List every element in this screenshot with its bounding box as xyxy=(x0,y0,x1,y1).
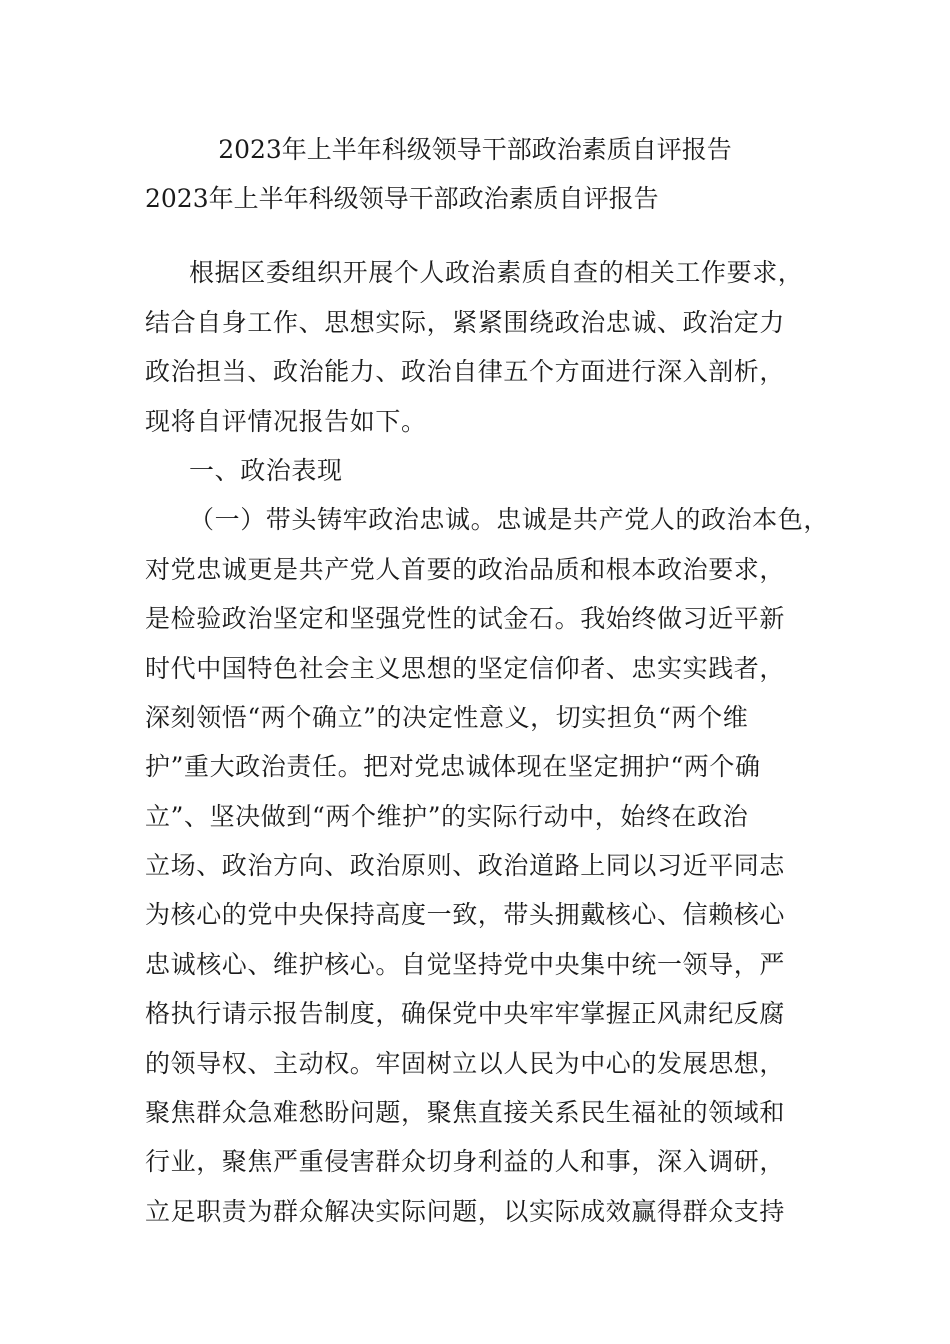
paragraph-line: 格执行请示报告制度，确保党中央牢牢掌握正风肃纪反腐 xyxy=(145,999,786,1029)
paragraph-line: 时代中国特色社会主义思想的坚定信仰者、忠实实践者， xyxy=(145,653,786,683)
paragraph-line: 聚焦群众急难愁盼问题，聚焦直接关系民生福祉的领域和 xyxy=(145,1098,786,1128)
paragraph-line: 深刻领悟“两个确立”的决定性意义，切实担负“两个维 xyxy=(145,702,749,732)
paragraph-line: 忠诚核心、维护核心。自觉坚持党中央集中统一领导，严 xyxy=(145,949,786,979)
document-title-centered: 2023年上半年科级领导干部政治素质自评报告 xyxy=(218,135,732,164)
paragraph-line: 护”重大政治责任。把对党忠诚体现在坚定拥护“两个确 xyxy=(145,752,761,782)
document-body xyxy=(145,199,830,1236)
paragraph-line: 立场、政治方向、政治原则、政治道路上同以习近平同志 xyxy=(145,851,786,881)
paragraph-line: 的领导权、主动权。牢固树立以人民为中心的发展思想， xyxy=(145,1048,786,1078)
paragraph-line: 是检验政治坚定和坚强党性的试金石。我始终做习近平新 xyxy=(145,604,786,634)
paragraph-line: 为核心的党中央保持高度一致，带头拥戴核心、信赖核心 xyxy=(145,900,786,930)
paragraph-line: 现将自评情况报告如下。 xyxy=(145,406,427,436)
paragraph-line: （一）带头铸牢政治忠诚。忠诚是共产党人的政治本色， xyxy=(189,505,830,535)
document-title-repeated: 2023年上半年科级领导干部政治素质自评报告 xyxy=(145,184,659,213)
paragraph-line: 根据区委组织开展个人政治素质自查的相关工作要求， xyxy=(189,258,804,288)
paragraph-line: 结合自身工作、思想实际，紧紧围绕政治忠诚、政治定力 xyxy=(145,307,786,337)
section-heading: 一、政治表现 xyxy=(189,455,343,485)
paragraph-line: 立足职责为群众解决实际问题，以实际成效赢得群众支持 xyxy=(145,1196,786,1226)
paragraph-line: 立”、坚决做到“两个维护”的实际行动中，始终在政治 xyxy=(145,801,749,831)
paragraph-line: 行业，聚焦严重侵害群众切身利益的人和事，深入调研， xyxy=(145,1147,786,1177)
paragraph-line: 政治担当、政治能力、政治自律五个方面进行深入剖析， xyxy=(145,357,786,387)
paragraph-line: 对党忠诚更是共产党人首要的政治品质和根本政治要求， xyxy=(145,554,786,584)
